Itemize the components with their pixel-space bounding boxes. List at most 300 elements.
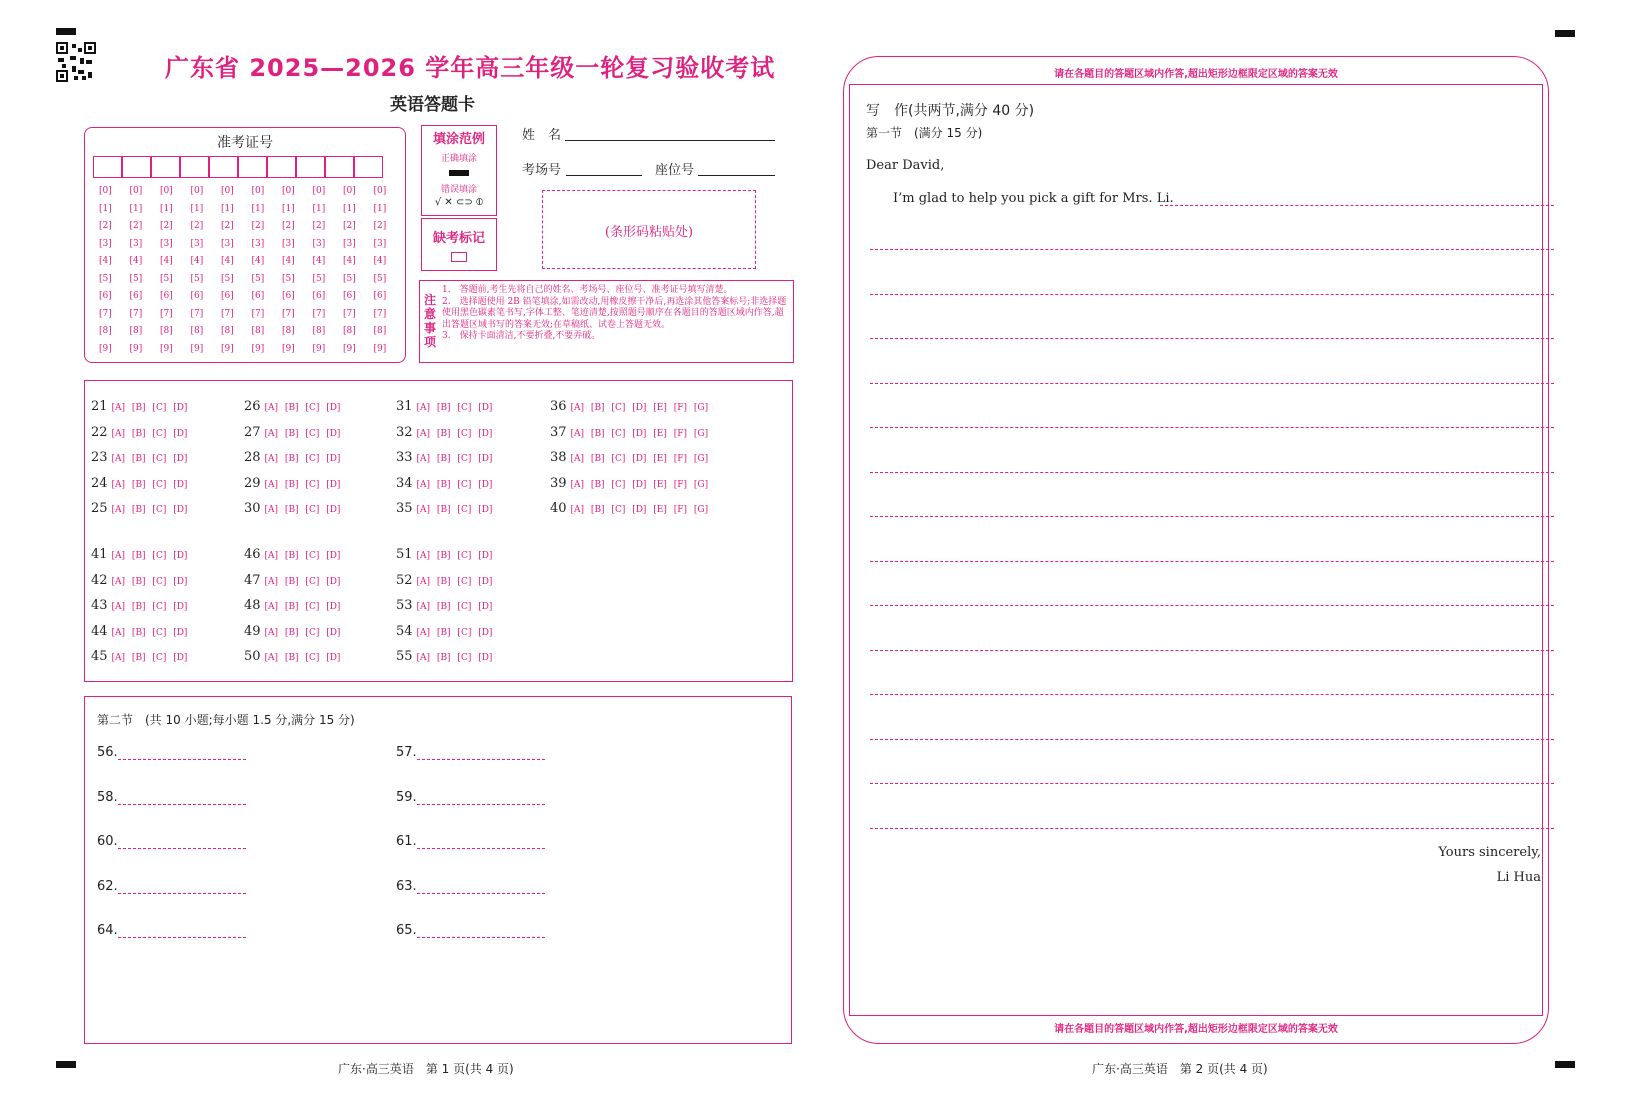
digit-bubble[interactable]: [4] [343, 256, 356, 266]
blank-answer-line[interactable] [417, 790, 545, 805]
digit-bubble[interactable]: [9] [221, 343, 234, 354]
digit-bubble[interactable]: [1] [282, 203, 295, 214]
wrong-fill-marks: √ ✕ ⊂⊃ ⦶ [434, 197, 484, 208]
question-number: 48 [244, 598, 261, 613]
digit-bubble[interactable]: [9] [282, 343, 295, 354]
card-subtitle: 英语答题卡 [390, 95, 475, 115]
digit-bubble[interactable]: [7] [190, 308, 204, 319]
question-number: 53 [396, 598, 413, 613]
digit-bubble[interactable]: [7] [129, 308, 143, 319]
notes-box [419, 280, 794, 363]
seat-field[interactable] [698, 175, 775, 176]
answer-bubbles[interactable]: [A] [B] [C] [D] [111, 505, 188, 515]
writing-line[interactable] [870, 605, 1554, 606]
digit-bubble[interactable]: [6] [221, 291, 234, 301]
registration-mark [56, 28, 76, 35]
question-44 [91, 624, 187, 639]
question-number: 51 [396, 547, 413, 562]
question-35 [396, 501, 492, 516]
digit-bubble[interactable]: [3] [190, 238, 204, 249]
digit-bubble[interactable]: [3] [282, 238, 295, 249]
digit-bubble[interactable]: [6] [373, 291, 387, 301]
letter-signature: Li Hua [1496, 870, 1541, 885]
digit-bubble[interactable]: [9] [373, 343, 387, 354]
question-29 [244, 476, 340, 491]
answer-bubbles[interactable]: [A] [B] [C] [D] [111, 454, 188, 464]
question-number: 37 [550, 424, 567, 440]
multiple-choice-box [84, 380, 793, 682]
answer-bubbles[interactable]: [A] [B] [C] [D] [111, 653, 188, 663]
blank-number: 57. [396, 745, 417, 760]
answer-bubbles[interactable]: [A] [B] [C] [D] [416, 454, 493, 464]
digit-bubble[interactable]: [2] [160, 221, 173, 231]
answer-bubbles[interactable]: [A] [B] [C] [D] [111, 428, 188, 439]
fill-blank-1-3 [396, 879, 545, 894]
blank-number: 62. [97, 878, 118, 894]
digit-bubble[interactable]: [4] [251, 256, 265, 266]
blank-answer-line[interactable] [118, 923, 246, 938]
question-number: 52 [396, 572, 413, 588]
question-number: 28 [244, 450, 261, 465]
letter-closing: Yours sincerely, [1438, 845, 1541, 860]
question-number: 50 [244, 649, 261, 664]
answer-bubbles[interactable]: [A] [B] [C] [D] [416, 479, 493, 490]
digit-bubble[interactable]: [2] [343, 221, 356, 231]
note-item: 3. 保持卡面清洁,不要折叠,不要弄破。 [442, 331, 601, 341]
answer-bubbles[interactable]: [A] [B] [C] [D] [111, 551, 188, 561]
writing-line[interactable] [1160, 205, 1554, 206]
digit-bubble[interactable]: [2] [312, 221, 326, 231]
writing-line[interactable] [870, 828, 1554, 829]
answer-bubbles[interactable]: [A] [B] [C] [D] [264, 627, 341, 638]
section2-title: 第二节 (共 10 小题;每小题 1.5 分,满分 15 分) [97, 713, 355, 727]
answer-bubbles[interactable]: [A] [B] [C] [D] [111, 602, 188, 612]
digit-bubble-grid[interactable] [99, 186, 404, 361]
writing-line[interactable] [870, 472, 1554, 473]
digit-bubble[interactable]: [1] [129, 203, 143, 214]
correct-fill-label: 正确填涂 [440, 154, 477, 164]
question-33 [396, 450, 492, 465]
question-number: 46 [244, 547, 261, 562]
question-31 [396, 399, 492, 414]
answer-bubbles[interactable]: [A] [B] [C] [D] [264, 454, 341, 464]
fill-example-box [421, 125, 497, 216]
question-27 [244, 425, 340, 440]
digit-bubble[interactable]: [3] [99, 238, 112, 249]
writing-part1-title: 第一节 (满分 15 分) [866, 126, 983, 140]
answer-bubbles[interactable]: [A] [B] [C] [D] [416, 428, 493, 439]
digit-bubble[interactable]: [5] [160, 273, 173, 284]
digit-write-cells[interactable] [93, 156, 383, 178]
digit-bubble[interactable]: [7] [282, 308, 295, 319]
letter-greeting: Dear David, [866, 158, 945, 173]
question-32 [396, 425, 492, 440]
writing-line[interactable] [870, 427, 1554, 428]
digit-bubble[interactable]: [8] [282, 326, 295, 336]
digit-bubble[interactable]: [8] [251, 326, 265, 336]
digit-bubble[interactable]: [5] [373, 273, 387, 284]
question-number: 55 [396, 649, 413, 664]
question-number: 36 [550, 399, 567, 414]
digit-bubble[interactable]: [5] [129, 273, 143, 284]
digit-bubble[interactable]: [8] [343, 326, 356, 336]
question-37 [550, 425, 708, 440]
digit-bubble[interactable]: [9] [99, 343, 112, 354]
registration-mark [1555, 1061, 1575, 1068]
digit-bubble[interactable]: [9] [251, 343, 265, 354]
question-48 [244, 598, 340, 613]
digit-bubble[interactable]: [7] [343, 308, 356, 319]
digit-bubble[interactable]: [6] [251, 291, 265, 301]
blank-answer-line[interactable] [118, 745, 246, 760]
question-number: 25 [91, 501, 108, 516]
answer-bubbles[interactable]: [A] [B] [C] [D] [111, 403, 188, 413]
digit-bubble[interactable]: [7] [312, 308, 326, 319]
answer-bubbles[interactable]: [A] [B] [C] [D] [416, 602, 493, 612]
question-number: 26 [244, 399, 261, 414]
blank-answer-line[interactable] [417, 834, 545, 849]
digit-bubble[interactable]: [0] [221, 186, 234, 196]
answer-bubbles[interactable]: [A] [B] [C] [D] [264, 479, 341, 490]
absent-mark-box [421, 218, 497, 271]
answer-bubbles[interactable]: [A] [B] [C] [D] [416, 403, 493, 413]
blank-answer-line[interactable] [417, 745, 545, 760]
question-45 [91, 649, 187, 664]
digit-bubble[interactable]: [0] [251, 186, 265, 196]
question-number: 42 [91, 572, 108, 588]
digit-bubble[interactable]: [8] [312, 326, 326, 336]
question-53 [396, 598, 492, 613]
answer-bubbles[interactable]: [A] [B] [C] [D] [111, 576, 188, 587]
digit-bubble[interactable]: [3] [129, 238, 143, 249]
notes-body [442, 285, 789, 343]
blank-number: 56. [97, 745, 118, 760]
name-label: 姓 名 [522, 128, 562, 143]
page-footer-left: 广东·高三英语 第 1 页(共 4 页) [338, 1062, 514, 1076]
digit-bubble[interactable]: [4] [221, 256, 234, 266]
digit-bubble[interactable]: [3] [160, 238, 173, 249]
digit-bubble[interactable]: [1] [99, 203, 112, 214]
writing-line[interactable] [870, 383, 1554, 384]
question-number: 30 [244, 501, 261, 516]
digit-bubble[interactable]: [2] [251, 221, 265, 231]
answer-bubbles[interactable]: [A] [B] [C] [D] [E] [F] [G] [570, 454, 709, 464]
question-52 [396, 573, 492, 588]
question-36 [550, 399, 708, 414]
answer-bubbles[interactable]: [A] [B] [C] [D] [264, 576, 341, 587]
digit-bubble[interactable]: [1] [343, 203, 356, 214]
admission-number-box [84, 127, 406, 363]
blank-answer-line[interactable] [118, 834, 246, 849]
question-51 [396, 547, 492, 562]
name-field[interactable] [565, 140, 775, 141]
digit-bubble[interactable]: [4] [373, 256, 387, 266]
digit-bubble[interactable]: [1] [221, 203, 234, 214]
digit-row [99, 239, 404, 257]
digit-bubble[interactable]: [3] [251, 238, 265, 249]
question-number: 21 [91, 399, 108, 414]
blank-number: 65. [396, 923, 417, 938]
digit-bubble[interactable]: [8] [99, 326, 112, 336]
digit-bubble[interactable]: [9] [312, 343, 326, 354]
question-number: 49 [244, 623, 261, 639]
digit-row [99, 291, 404, 309]
fill-blank-1-0 [396, 745, 545, 760]
page-footer-right: 广东·高三英语 第 2 页(共 4 页) [1092, 1062, 1268, 1076]
digit-bubble[interactable]: [9] [343, 343, 356, 354]
digit-bubble[interactable]: [7] [221, 308, 234, 319]
digit-bubble[interactable]: [3] [343, 238, 356, 249]
question-number: 40 [550, 501, 567, 516]
question-number: 34 [396, 475, 413, 491]
answer-bubbles[interactable]: [A] [B] [C] [D] [111, 479, 188, 490]
digit-bubble[interactable]: [6] [129, 291, 143, 301]
answer-bubbles[interactable]: [A] [B] [C] [D] [264, 551, 341, 561]
blank-number: 61. [396, 834, 417, 849]
seat-label: 座位号 [655, 163, 695, 178]
digit-row [99, 344, 404, 362]
blank-number: 60. [97, 834, 118, 849]
digit-row [99, 186, 404, 204]
digit-bubble[interactable]: [5] [343, 273, 356, 284]
question-number: 33 [396, 450, 413, 465]
writing-line[interactable] [870, 249, 1554, 250]
digit-bubble[interactable]: [8] [160, 326, 173, 336]
warning-bottom: 请在各题目的答题区域内作答,超出矩形边框限定区域的答案无效 [1054, 1024, 1338, 1035]
digit-bubble[interactable]: [2] [221, 221, 234, 231]
digit-bubble[interactable]: [7] [251, 308, 265, 319]
digit-bubble[interactable]: [2] [282, 221, 295, 231]
blank-number: 58. [97, 789, 118, 805]
digit-bubble[interactable]: [4] [282, 256, 295, 266]
wrong-fill-label: 错误填涂 [440, 185, 477, 195]
question-number: 44 [91, 623, 108, 639]
digit-bubble[interactable]: [8] [373, 326, 387, 336]
answer-bubbles[interactable]: [A] [B] [C] [D] [264, 602, 341, 612]
answer-bubbles[interactable]: [A] [B] [C] [D] [416, 551, 493, 561]
digit-bubble[interactable]: [1] [373, 203, 387, 214]
digit-bubble[interactable]: [1] [312, 203, 326, 214]
question-49 [244, 624, 340, 639]
digit-bubble[interactable]: [0] [129, 186, 143, 196]
digit-bubble[interactable]: [6] [343, 291, 356, 301]
question-22 [91, 425, 187, 440]
blank-number: 63. [396, 878, 417, 894]
question-26 [244, 399, 340, 414]
digit-bubble[interactable]: [0] [282, 186, 295, 196]
digit-row [99, 221, 404, 239]
question-23 [91, 450, 187, 465]
registration-mark [56, 1061, 76, 1068]
writing-line[interactable] [870, 783, 1554, 784]
writing-line[interactable] [870, 516, 1554, 517]
digit-bubble[interactable]: [7] [373, 308, 387, 319]
digit-row [99, 309, 404, 327]
absent-mark-checkbox[interactable] [451, 252, 467, 262]
fill-blank-0-3 [97, 879, 246, 894]
question-number: 22 [91, 424, 108, 440]
question-39 [550, 476, 708, 491]
question-21 [91, 399, 187, 414]
writing-line[interactable] [870, 338, 1554, 339]
digit-bubble[interactable]: [4] [190, 256, 204, 266]
digit-bubble[interactable]: [4] [129, 256, 143, 266]
answer-bubbles[interactable]: [A] [B] [C] [D] [E] [F] [G] [570, 505, 709, 515]
digit-bubble[interactable]: [8] [221, 326, 234, 336]
barcode-label: (条形码粘贴处) [604, 225, 694, 240]
barcode-area [542, 190, 756, 269]
notes-heading: 注意事项 [424, 293, 437, 349]
writing-line[interactable] [870, 650, 1554, 651]
digit-row [99, 256, 404, 274]
question-28 [244, 450, 340, 465]
digit-bubble[interactable]: [7] [160, 308, 173, 319]
digit-bubble[interactable]: [2] [190, 221, 204, 231]
question-55 [396, 649, 492, 664]
digit-bubble[interactable]: [0] [99, 186, 112, 196]
blank-number: 59. [396, 789, 417, 805]
digit-bubble[interactable]: [3] [312, 238, 326, 249]
digit-row [99, 274, 404, 292]
question-number: 47 [244, 572, 261, 588]
digit-bubble[interactable]: [5] [312, 273, 326, 284]
writing-title: 写 作(共两节,满分 40 分) [866, 103, 1035, 119]
writing-line[interactable] [870, 294, 1554, 295]
question-50 [244, 649, 340, 664]
question-number: 31 [396, 399, 413, 414]
digit-bubble[interactable]: [6] [312, 291, 326, 301]
digit-bubble[interactable]: [1] [190, 203, 204, 214]
digit-bubble[interactable]: [5] [99, 273, 112, 284]
digit-bubble[interactable]: [6] [190, 291, 204, 301]
admission-number-title: 准考证号 [217, 135, 273, 151]
blank-answer-line[interactable] [417, 879, 545, 894]
digit-bubble[interactable]: [2] [373, 221, 387, 231]
answer-bubbles[interactable]: [A] [B] [C] [D] [416, 505, 493, 515]
note-item: 1. 答题前,考生先将自己的姓名、考场号、座位号、准考证号填写清楚。 [442, 285, 733, 295]
question-30 [244, 501, 340, 516]
answer-bubbles[interactable]: [A] [B] [C] [D] [E] [F] [G] [570, 403, 709, 413]
digit-bubble[interactable]: [4] [99, 256, 112, 266]
question-number: 24 [91, 475, 108, 491]
question-number: 32 [396, 424, 413, 440]
digit-bubble[interactable]: [0] [160, 186, 173, 196]
digit-bubble[interactable]: [0] [373, 186, 387, 196]
question-24 [91, 476, 187, 491]
question-54 [396, 624, 492, 639]
fill-blank-1-2 [396, 834, 545, 849]
question-number: 41 [91, 547, 108, 562]
digit-bubble[interactable]: [2] [129, 221, 143, 231]
question-number: 23 [91, 450, 108, 465]
digit-bubble[interactable]: [3] [221, 238, 234, 249]
question-number: 38 [550, 450, 567, 465]
digit-bubble[interactable]: [5] [282, 273, 295, 284]
writing-line[interactable] [870, 739, 1554, 740]
question-42 [91, 573, 187, 588]
fill-blank-1-1 [396, 790, 545, 805]
digit-bubble[interactable]: [9] [160, 343, 173, 354]
digit-bubble[interactable]: [5] [221, 273, 234, 284]
answer-bubbles[interactable]: [A] [B] [C] [D] [264, 653, 341, 663]
digit-bubble[interactable]: [6] [160, 291, 173, 301]
exam-room-label: 考场号 [522, 163, 562, 178]
answer-bubbles[interactable]: [A] [B] [C] [D] [E] [F] [G] [570, 428, 709, 439]
digit-bubble[interactable]: [1] [160, 203, 173, 214]
digit-bubble[interactable]: [5] [251, 273, 265, 284]
answer-bubbles[interactable]: [A] [B] [C] [D] [264, 505, 341, 515]
digit-bubble[interactable]: [0] [190, 186, 204, 196]
warning-top: 请在各题目的答题区域内作答,超出矩形边框限定区域的答案无效 [1054, 69, 1338, 80]
answer-bubbles[interactable]: [A] [B] [C] [D] [111, 627, 188, 638]
registration-mark [1555, 30, 1575, 37]
blank-answer-line[interactable] [118, 879, 246, 894]
answer-bubbles[interactable]: [A] [B] [C] [D] [264, 428, 341, 439]
digit-row [99, 204, 404, 222]
answer-bubbles[interactable]: [A] [B] [C] [D] [264, 403, 341, 413]
fill-blank-0-4 [97, 923, 246, 938]
digit-bubble[interactable]: [9] [190, 343, 204, 354]
question-number: 45 [91, 649, 108, 664]
blank-answer-line[interactable] [417, 923, 545, 938]
digit-bubble[interactable]: [9] [129, 343, 143, 354]
digit-bubble[interactable]: [4] [160, 256, 173, 266]
fill-blank-0-1 [97, 790, 246, 805]
digit-bubble[interactable]: [2] [99, 221, 112, 231]
question-number: 35 [396, 501, 413, 516]
digit-bubble[interactable]: [3] [373, 238, 387, 249]
digit-row [99, 326, 404, 344]
question-41 [91, 547, 187, 562]
qr-code-icon [56, 42, 96, 82]
exam-room-field[interactable] [566, 175, 642, 176]
question-47 [244, 573, 340, 588]
answer-bubbles[interactable]: [A] [B] [C] [D] [E] [F] [G] [570, 479, 709, 490]
answer-bubbles[interactable]: [A] [B] [C] [D] [416, 653, 493, 663]
answer-bubbles[interactable]: [A] [B] [C] [D] [416, 627, 493, 638]
question-number: 27 [244, 424, 261, 440]
fill-example-title: 填涂范例 [432, 132, 485, 147]
digit-bubble[interactable]: [4] [312, 256, 326, 266]
digit-bubble[interactable]: [7] [99, 308, 112, 319]
question-46 [244, 547, 340, 562]
question-43 [91, 598, 187, 613]
question-40 [550, 501, 708, 516]
fill-blank-0-2 [97, 834, 246, 849]
digit-bubble[interactable]: [0] [343, 186, 356, 196]
question-25 [91, 501, 187, 516]
question-34 [396, 476, 492, 491]
blank-answer-line[interactable] [118, 790, 246, 805]
digit-bubble[interactable]: [5] [190, 273, 204, 284]
absent-mark-title: 缺考标记 [432, 231, 485, 246]
question-number: 29 [244, 475, 261, 491]
digit-bubble[interactable]: [8] [190, 326, 204, 336]
fill-blank-0-0 [97, 745, 246, 760]
writing-line[interactable] [870, 561, 1554, 562]
question-number: 39 [550, 475, 567, 491]
digit-bubble[interactable]: [8] [129, 326, 143, 336]
exam-title: 广东省 2025—2026 学年高三年级一轮复习验收考试 [165, 54, 776, 82]
digit-bubble[interactable]: [1] [251, 203, 265, 214]
digit-bubble[interactable]: [6] [282, 291, 295, 301]
digit-bubble[interactable]: [0] [312, 186, 326, 196]
digit-bubble[interactable]: [6] [99, 291, 112, 301]
answer-bubbles[interactable]: [A] [B] [C] [D] [416, 576, 493, 587]
writing-line[interactable] [870, 694, 1554, 695]
blank-number: 64. [97, 923, 118, 938]
letter-opening: I’m glad to help you pick a gift for Mrs. Li. [893, 191, 1174, 206]
